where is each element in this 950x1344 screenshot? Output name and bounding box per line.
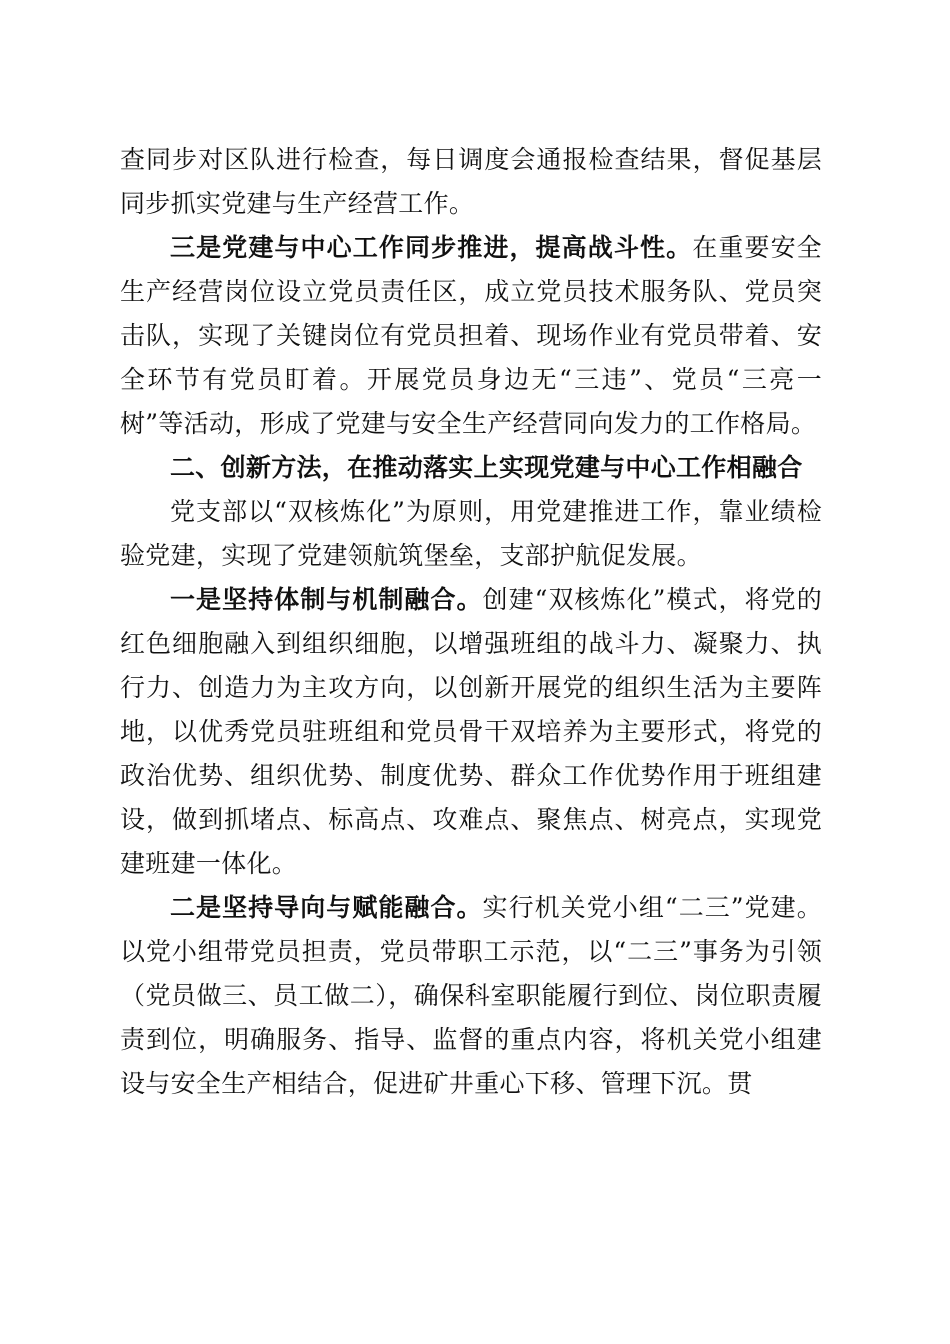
paragraph-text: 创建“双核炼化”模式，将党的红色细胞融入到组织细胞，以增强班组的战斗力、凝聚力、执行力、创造力为主攻方向，以创新开展党的组织生活为主要阵地，以优秀党员驻班组和党员骨干双培养为主要形式，将党的政治优势、组织优势、制度优势、群众工作优势作用于班组建设，做到抓堵点、标高点、攻难点、聚焦点、树亮点，实现党建班建一体化。: [120, 585, 822, 878]
paragraph-text: 党支部以“双核炼化”为原则，用党建推进工作，靠业绩检验党建，实现了党建领航筑堡垒，支部护航促发展。: [120, 497, 822, 570]
paragraph-point-three: [120, 226, 822, 446]
paragraph-continuation: [120, 138, 822, 226]
section-heading: 二、创新方法，在推动落实上实现党建与中心工作相融合: [170, 453, 803, 482]
paragraph-text: 查同步对区队进行检查，每日调度会通报检查结果，督促基层同步抓实党建与生产经营工作。: [120, 145, 822, 218]
paragraph-lead: 一是坚持体制与机制融合。: [170, 585, 483, 614]
paragraph-text: 在重要安全生产经营岗位设立党员责任区，成立党员技术服务队、党员突击队，实现了关键岗位有党员担着、现场作业有党员带着、安全环节有党员盯着。开展党员身边无“三违”、党员“三亮一树”等活动，形成了党建与安全生产经营同向发力的工作格局。: [120, 233, 822, 438]
paragraph-text: 实行机关党小组“二三”党建。以党小组带党员担责，党员带职工示范，以“二三”事务为引领（党员做三、员工做二），确保科室职能履行到位、岗位职责履责到位，明确服务、指导、监督的重点内容，将机关党小组建设与安全生产相结合，促进矿井重心下移、管理下沉。贯: [120, 893, 822, 1098]
paragraph-point-two: [120, 886, 822, 1106]
document-page: [120, 138, 822, 1106]
paragraph-point-one: [120, 578, 822, 886]
paragraph-lead: 三是党建与中心工作同步推进，提高战斗性。: [170, 233, 693, 262]
paragraph-section-intro: [120, 490, 822, 578]
paragraph-lead: 二是坚持导向与赋能融合。: [170, 893, 483, 922]
